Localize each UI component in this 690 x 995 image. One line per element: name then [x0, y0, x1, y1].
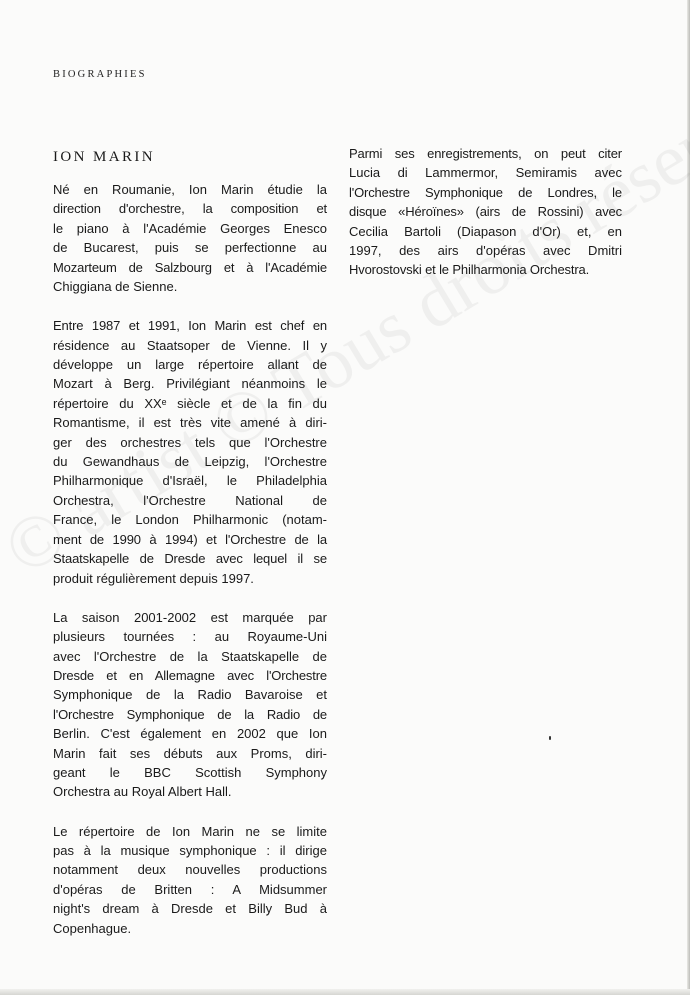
bio-paragraph [349, 144, 622, 280]
text-line: geant le BBC Scottish Symphony [53, 764, 327, 780]
text-line: notamment deux nouvelles productions [53, 862, 327, 878]
left-column [53, 180, 327, 958]
text-line: ger des orchestres tels que l'Orchestre [53, 434, 327, 450]
text-line: Entre 1987 et 1991, Ion Marin est chef en [53, 318, 327, 334]
text-line: Lucia di Lammermor, Semiramis avec [349, 165, 622, 181]
text-line: Copenhague. [53, 920, 132, 936]
text-line: Philharmonique d'Israël, le Philadelphia [53, 473, 327, 489]
text-line: 1997, des airs d'opéras avec Dmitri [349, 243, 622, 259]
text-line: Parmi ses enregistrements, on peut citer [349, 146, 622, 161]
section-label: BIOGRAPHIES [53, 69, 147, 80]
text-line: disque «Héroïnes» (airs de Rossini) avec [349, 204, 622, 220]
text-line: l'Orchestre Symphonique de Londres, le [349, 184, 622, 200]
text-line: de Bucarest, puis se perfectionne au [53, 240, 327, 256]
text-line: Dresde et en Allemagne avec l'Orchestre [53, 667, 327, 683]
text-line: France, le London Philharmonic (notam- [53, 512, 327, 528]
text-line: direction d'orchestre, la composition et [53, 201, 327, 217]
text-line: plusieurs tournées : au Royaume-Uni [53, 629, 327, 645]
text-line: l'Orchestre Symphonique de la Radio de [53, 706, 327, 722]
ink-speck [549, 736, 551, 740]
page-bottom-edge [0, 989, 690, 995]
page-title: ION MARIN [53, 149, 156, 165]
text-line: produit régulièrement depuis 1997. [53, 570, 254, 586]
text-line: Le répertoire de Ion Marin ne se limite [53, 823, 327, 839]
text-line: développe un large répertoire allant de [53, 357, 327, 373]
text-line: Cecilia Bartoli (Diapason d'Or) et, en [349, 223, 622, 239]
text-line: Mozart à Berg. Privilégiant néanmoins le [53, 376, 327, 392]
bio-paragraph [53, 316, 327, 588]
bio-paragraph [53, 180, 327, 296]
text-line: Mozarteum de Salzbourg et à l'Académie [53, 259, 327, 275]
text-line: le piano à l'Académie Georges Enesco [53, 220, 327, 236]
text-line: Symphonique de la Radio Bavaroise et [53, 687, 327, 703]
text-line: night's dream à Dresde et Billy Bud à [53, 901, 327, 917]
text-line: Né en Roumanie, Ion Marin étudie la [53, 182, 327, 197]
text-line: Marin fait ses débuts aux Proms, diri- [53, 745, 327, 761]
text-line: Orchestra au Royal Albert Hall. [53, 784, 232, 800]
text-line: Hvorostovski et le Philharmonia Orchestra. [349, 262, 590, 278]
text-line: Berlin. C'est également en 2002 que Ion [53, 726, 327, 742]
text-line: Romantisme, il est très vite amené à diri- [53, 415, 327, 431]
text-line: Staatskapelle de Dresde avec lequel il se [53, 551, 327, 567]
text-line: résidence au Staatsoper de Vienne. Il y [53, 337, 327, 353]
text-line: Chiggiana de Sienne. [53, 279, 178, 295]
bio-paragraph [53, 822, 327, 938]
bio-paragraph [53, 608, 327, 802]
text-line: ment de 1990 à 1994) et l'Orchestre de la [53, 531, 327, 547]
text-line: répertoire du XXᵉ siècle et de la fin du [53, 395, 327, 411]
text-line: pas à la musique symphonique : il dirige [53, 842, 327, 858]
text-line: d'opéras de Britten : A Midsummer [53, 881, 327, 897]
text-line: avec l'Orchestre de la Staatskapelle de [53, 648, 327, 664]
text-line: Orchestra, l'Orchestre National de [53, 492, 327, 508]
text-line: du Gewandhaus de Leipzig, l'Orchestre [53, 454, 327, 470]
right-column [349, 144, 622, 300]
text-line: La saison 2001-2002 est marquée par [53, 609, 327, 625]
